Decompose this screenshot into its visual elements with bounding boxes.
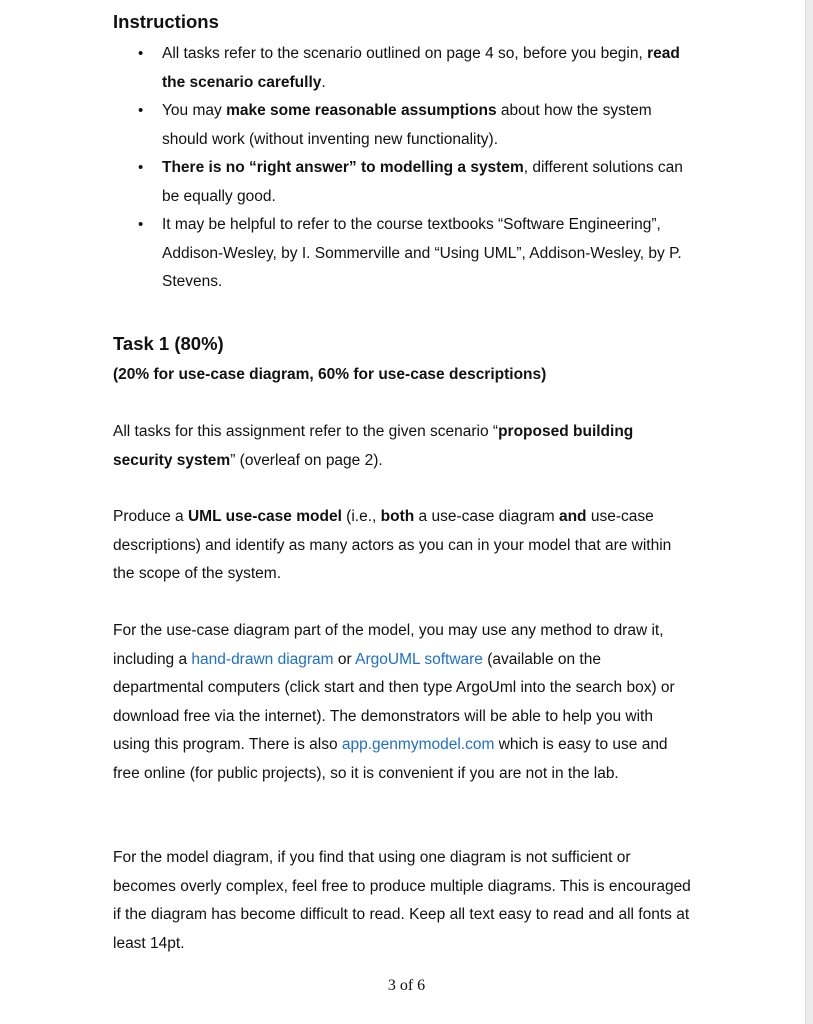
task1-heading: Task 1 (80%) [113,333,224,354]
page-number: 3 of 6 [387,977,426,994]
hand-drawn-diagram-link[interactable]: hand-drawn diagram [191,650,334,668]
argouml-link[interactable]: ArgoUML software [355,650,483,668]
instruction-item: • You may make some reasonable assumptions about how the system should work (without inventing new functionality). [113,97,693,154]
model-paragraph: Produce a UML use-case model (i.e., both a use-case diagram and use-case descriptions) and identify as many actors as you can in your model that are within the scope of the system. [113,508,672,582]
scenario-paragraph: All tasks for this assignment refer to the given scenario “proposed building security system” (overleaf on page 2). [113,423,634,469]
instruction-item: • There is no “right answer” to modelling a system, different solutions can be equally good. [113,154,693,211]
scrollbar-gutter[interactable] [805,0,813,1024]
instructions-list [113,40,693,297]
instructions-heading: Instructions [113,11,219,32]
instruction-item: • It may be helpful to refer to the course textbooks “Software Engineering”, Addison-Wesley, by I. Sommerville and “Using UML”, Addison-Wesley, by P. Stevens. [113,211,693,297]
multiple-diagrams-paragraph: For the model diagram, if you find that using one diagram is not sufficient or becomes overly complex, feel free to produce multiple diagrams. This is encouraged if the diagram has become difficult to read. Keep all text easy to read and all fonts at least 14pt. [113,849,691,952]
diagram-tools-paragraph: For the use-case diagram part of the model, you may use any method to draw it, including a hand-drawn diagram or ArgoUML software (available on the departmental computers (click start and then type ArgoUml into the search box) or download free via the internet). The demonstrators will be able to help you with using this program. There is also app.genmymodel.com which is easy to use and free online (for public projects), so it is convenient if you are not in the lab. [113,622,675,782]
task1-subtitle: (20% for use-case diagram, 60% for use-case descriptions) [113,366,547,383]
instruction-item: • All tasks refer to the scenario outlined on page 4 so, before you begin, read the scenario carefully. [113,40,693,97]
genmymodel-link[interactable]: app.genmymodel.com [341,736,495,753]
